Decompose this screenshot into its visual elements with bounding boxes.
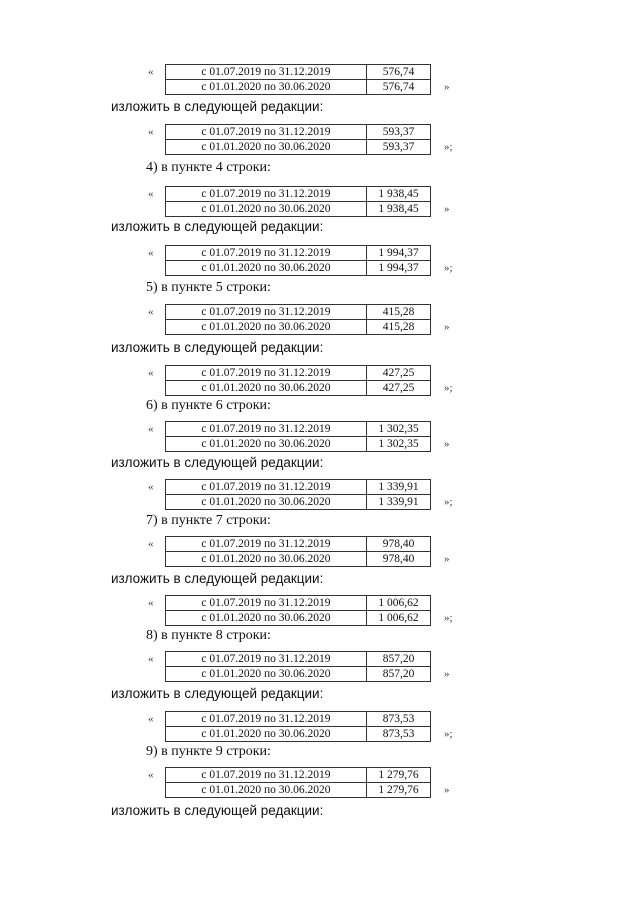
table-row xyxy=(166,65,431,80)
opening-quote: « xyxy=(148,713,154,725)
rate-table xyxy=(165,711,431,742)
rate-table xyxy=(165,304,431,335)
period-cell: с 01.01.2020 по 30.06.2020 xyxy=(166,261,367,276)
period-cell: с 01.01.2020 по 30.06.2020 xyxy=(166,381,367,396)
closing-quote: »; xyxy=(444,141,453,153)
table-row xyxy=(166,480,431,495)
rate-table-block xyxy=(0,304,640,336)
closing-quote: » xyxy=(444,553,450,565)
table-row xyxy=(166,366,431,381)
list-item-heading: 5) в пункте 5 строки: xyxy=(146,280,271,295)
edit-instruction: изложить в следующей редакции: xyxy=(111,99,324,114)
list-item-heading: 8) в пункте 8 строки: xyxy=(146,628,271,643)
closing-quote: » xyxy=(444,668,450,680)
value-cell: 1 994,37 xyxy=(367,261,431,276)
value-cell: 1 006,62 xyxy=(367,611,431,626)
table-row xyxy=(166,652,431,667)
period-cell: с 01.07.2019 по 31.12.2019 xyxy=(166,125,367,140)
value-cell: 415,28 xyxy=(367,320,431,335)
closing-quote: »; xyxy=(444,382,453,394)
period-cell: с 01.01.2020 по 30.06.2020 xyxy=(166,80,367,95)
closing-quote: » xyxy=(444,438,450,450)
value-cell: 1 279,76 xyxy=(367,783,431,798)
table-row xyxy=(166,187,431,202)
value-cell: 873,53 xyxy=(367,727,431,742)
table-row xyxy=(166,320,431,335)
opening-quote: « xyxy=(148,597,154,609)
table-row xyxy=(166,437,431,452)
value-cell: 427,25 xyxy=(367,366,431,381)
opening-quote: « xyxy=(148,306,154,318)
rate-table-block xyxy=(0,421,640,453)
table-row xyxy=(166,611,431,626)
closing-quote: » xyxy=(444,203,450,215)
rate-table xyxy=(165,651,431,682)
period-cell: с 01.01.2020 по 30.06.2020 xyxy=(166,667,367,682)
value-cell: 1 994,37 xyxy=(367,246,431,261)
opening-quote: « xyxy=(148,538,154,550)
table-row xyxy=(166,596,431,611)
value-cell: 593,37 xyxy=(367,140,431,155)
table-row xyxy=(166,495,431,510)
value-cell: 873,53 xyxy=(367,712,431,727)
table-row xyxy=(166,783,431,798)
period-cell: с 01.07.2019 по 31.12.2019 xyxy=(166,422,367,437)
table-row xyxy=(166,80,431,95)
period-cell: с 01.07.2019 по 31.12.2019 xyxy=(166,65,367,80)
period-cell: с 01.07.2019 по 31.12.2019 xyxy=(166,712,367,727)
table-row xyxy=(166,261,431,276)
edit-instruction: изложить в следующей редакции: xyxy=(111,571,324,586)
table-row xyxy=(166,305,431,320)
value-cell: 576,74 xyxy=(367,65,431,80)
table-row xyxy=(166,381,431,396)
edit-instruction: изложить в следующей редакции: xyxy=(111,219,324,234)
period-cell: с 01.01.2020 по 30.06.2020 xyxy=(166,611,367,626)
value-cell: 1 339,91 xyxy=(367,495,431,510)
value-cell: 1 938,45 xyxy=(367,202,431,217)
value-cell: 427,25 xyxy=(367,381,431,396)
period-cell: с 01.07.2019 по 31.12.2019 xyxy=(166,366,367,381)
rate-table-block xyxy=(0,711,640,743)
opening-quote: « xyxy=(148,481,154,493)
table-row xyxy=(166,202,431,217)
period-cell: с 01.07.2019 по 31.12.2019 xyxy=(166,768,367,783)
closing-quote: » xyxy=(444,81,450,93)
table-row xyxy=(166,537,431,552)
rate-table xyxy=(165,64,431,95)
value-cell: 1 006,62 xyxy=(367,596,431,611)
list-item-heading: 9) в пункте 9 строки: xyxy=(146,744,271,759)
period-cell: с 01.07.2019 по 31.12.2019 xyxy=(166,305,367,320)
period-cell: с 01.01.2020 по 30.06.2020 xyxy=(166,783,367,798)
rate-table xyxy=(165,421,431,452)
value-cell: 857,20 xyxy=(367,652,431,667)
rate-table xyxy=(165,767,431,798)
closing-quote: »; xyxy=(444,262,453,274)
rate-table xyxy=(165,186,431,217)
value-cell: 1 302,35 xyxy=(367,422,431,437)
period-cell: с 01.01.2020 по 30.06.2020 xyxy=(166,552,367,567)
period-cell: с 01.07.2019 по 31.12.2019 xyxy=(166,537,367,552)
table-row xyxy=(166,125,431,140)
rate-table-block xyxy=(0,186,640,218)
closing-quote: »; xyxy=(444,496,453,508)
period-cell: с 01.01.2020 по 30.06.2020 xyxy=(166,727,367,742)
closing-quote: » xyxy=(444,321,450,333)
table-row xyxy=(166,552,431,567)
table-row xyxy=(166,667,431,682)
table-row xyxy=(166,246,431,261)
rate-table xyxy=(165,595,431,626)
value-cell: 593,37 xyxy=(367,125,431,140)
period-cell: с 01.01.2020 по 30.06.2020 xyxy=(166,437,367,452)
rate-table-block xyxy=(0,651,640,683)
table-row xyxy=(166,140,431,155)
period-cell: с 01.07.2019 по 31.12.2019 xyxy=(166,246,367,261)
rate-table-block xyxy=(0,365,640,397)
value-cell: 415,28 xyxy=(367,305,431,320)
opening-quote: « xyxy=(148,188,154,200)
closing-quote: »; xyxy=(444,612,453,624)
rate-table xyxy=(165,245,431,276)
opening-quote: « xyxy=(148,423,154,435)
opening-quote: « xyxy=(148,126,154,138)
table-row xyxy=(166,727,431,742)
opening-quote: « xyxy=(148,247,154,259)
rate-table-block xyxy=(0,536,640,568)
rate-table xyxy=(165,479,431,510)
opening-quote: « xyxy=(148,66,154,78)
list-item-heading: 7) в пункте 7 строки: xyxy=(146,513,271,528)
value-cell: 978,40 xyxy=(367,552,431,567)
period-cell: с 01.07.2019 по 31.12.2019 xyxy=(166,596,367,611)
opening-quote: « xyxy=(148,367,154,379)
period-cell: с 01.01.2020 по 30.06.2020 xyxy=(166,202,367,217)
value-cell: 978,40 xyxy=(367,537,431,552)
rate-table-block xyxy=(0,245,640,277)
closing-quote: » xyxy=(444,784,450,796)
period-cell: с 01.01.2020 по 30.06.2020 xyxy=(166,140,367,155)
value-cell: 1 279,76 xyxy=(367,768,431,783)
period-cell: с 01.07.2019 по 31.12.2019 xyxy=(166,480,367,495)
value-cell: 1 302,35 xyxy=(367,437,431,452)
rate-table-block xyxy=(0,595,640,627)
period-cell: с 01.01.2020 по 30.06.2020 xyxy=(166,495,367,510)
edit-instruction: изложить в следующей редакции: xyxy=(111,803,324,818)
period-cell: с 01.07.2019 по 31.12.2019 xyxy=(166,652,367,667)
value-cell: 1 339,91 xyxy=(367,480,431,495)
table-row xyxy=(166,768,431,783)
opening-quote: « xyxy=(148,653,154,665)
edit-instruction: изложить в следующей редакции: xyxy=(111,340,324,355)
rate-table xyxy=(165,365,431,396)
table-row xyxy=(166,712,431,727)
list-item-heading: 6) в пункте 6 строки: xyxy=(146,398,271,413)
rate-table-block xyxy=(0,767,640,799)
table-row xyxy=(166,422,431,437)
rate-table-block xyxy=(0,479,640,511)
rate-table-block xyxy=(0,64,640,96)
closing-quote: »; xyxy=(444,728,453,740)
value-cell: 576,74 xyxy=(367,80,431,95)
period-cell: с 01.07.2019 по 31.12.2019 xyxy=(166,187,367,202)
edit-instruction: изложить в следующей редакции: xyxy=(111,686,324,701)
opening-quote: « xyxy=(148,769,154,781)
edit-instruction: изложить в следующей редакции: xyxy=(111,455,324,470)
rate-table xyxy=(165,124,431,155)
list-item-heading: 4) в пункте 4 строки: xyxy=(146,160,271,175)
period-cell: с 01.01.2020 по 30.06.2020 xyxy=(166,320,367,335)
rate-table-block xyxy=(0,124,640,156)
rate-table xyxy=(165,536,431,567)
value-cell: 857,20 xyxy=(367,667,431,682)
value-cell: 1 938,45 xyxy=(367,187,431,202)
